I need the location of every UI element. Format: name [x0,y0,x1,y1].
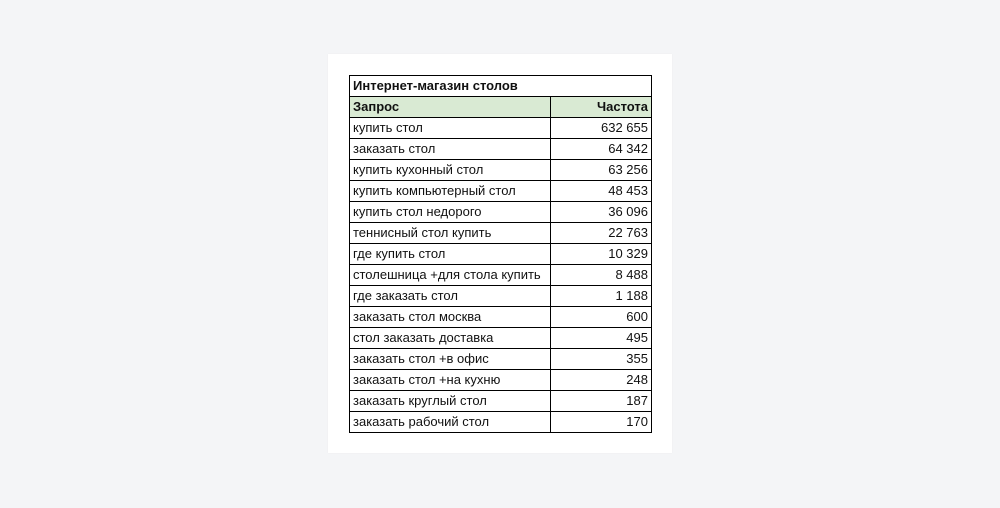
frequency-cell: 355 [551,349,652,370]
frequency-cell: 8 488 [551,265,652,286]
table-row [350,118,652,139]
table-title-row [350,76,652,97]
query-cell: заказать круглый стол [350,391,551,412]
query-cell: теннисный стол купить [350,223,551,244]
query-cell: заказать стол +в офис [350,349,551,370]
table-row [350,202,652,223]
frequency-cell: 64 342 [551,139,652,160]
frequency-cell: 63 256 [551,160,652,181]
frequency-cell: 36 096 [551,202,652,223]
table-row [350,244,652,265]
frequency-cell: 600 [551,307,652,328]
query-cell: купить кухонный стол [350,160,551,181]
table-row [350,223,652,244]
table-row [350,391,652,412]
table-row [350,160,652,181]
column-header-frequency: Частота [551,97,652,118]
table-row [350,139,652,160]
query-cell: купить стол недорого [350,202,551,223]
table-row [350,286,652,307]
table-row [350,307,652,328]
table-row [350,181,652,202]
frequency-cell: 495 [551,328,652,349]
table-title: Интернет-магазин столов [350,76,652,97]
query-cell: заказать стол +на кухню [350,370,551,391]
frequency-cell: 248 [551,370,652,391]
spreadsheet-card [328,54,672,453]
frequency-cell: 10 329 [551,244,652,265]
table-header-row [350,97,652,118]
query-cell: стол заказать доставка [350,328,551,349]
table-row [350,370,652,391]
query-cell: заказать стол москва [350,307,551,328]
query-cell: купить компьютерный стол [350,181,551,202]
frequency-cell: 187 [551,391,652,412]
table-row [350,328,652,349]
query-cell: купить стол [350,118,551,139]
table-row [350,412,652,433]
frequency-cell: 632 655 [551,118,652,139]
query-cell: столешница +для стола купить [350,265,551,286]
query-cell: где купить стол [350,244,551,265]
table-row [350,265,652,286]
query-cell: заказать стол [350,139,551,160]
column-header-query: Запрос [350,97,551,118]
query-cell: где заказать стол [350,286,551,307]
table-row [350,349,652,370]
frequency-cell: 22 763 [551,223,652,244]
frequency-cell: 170 [551,412,652,433]
frequency-cell: 48 453 [551,181,652,202]
query-cell: заказать рабочий стол [350,412,551,433]
frequency-table [349,75,652,433]
frequency-cell: 1 188 [551,286,652,307]
